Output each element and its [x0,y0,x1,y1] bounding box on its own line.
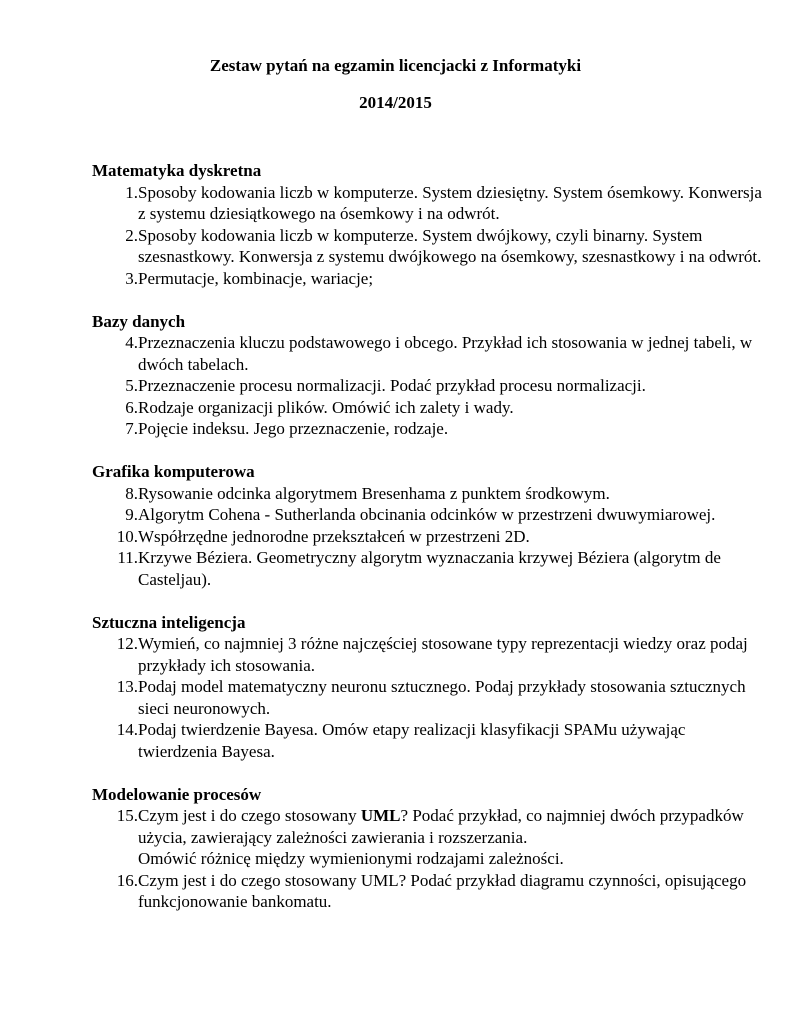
question-number: 12. [116,634,138,653]
question-item [92,375,767,397]
question-text: Współrzędne jednorodne przekształceń w przestrzeni 2D. [138,526,530,546]
question-text [138,805,767,870]
section-heading: Sztuczna inteligencja [92,612,246,632]
question-number: 5. [125,376,138,395]
question-item [92,225,767,268]
question-item [92,526,767,548]
question-item [92,182,767,225]
question-text: Podaj twierdzenie Bayesa. Omów etapy realizacji klasyfikacji SPAMu używając twierdzenia Bayesa. [138,720,686,761]
section-computer-graphics [92,461,767,590]
question-number: 6. [125,397,138,417]
question-list [92,483,767,591]
section-heading: Grafika komputerowa [92,462,255,481]
question-text: Sposoby kodowania liczb w komputerze. System dwójkowy, czyli binarny. System szesnastkowy. Konwersja z systemu dwójkowego na ósemkowy, szesnastkowy i na odwrót. [138,225,762,266]
question-text: Permutacje, kombinacje, wariacje; [138,268,374,288]
question-number: 8. [125,483,138,503]
question-item [92,418,767,440]
section-heading: Bazy danych [92,311,186,331]
question-item [92,483,767,505]
section-heading: Modelowanie procesów [92,784,262,804]
uml-term: UML [360,806,401,825]
question-number: 9. [125,505,138,524]
question-text: Algorytm Cohena - Sutherlanda obcinania odcinków w przestrzeni dwuwymiarowej. [138,505,716,524]
question-item [92,397,767,419]
question-item [92,547,767,590]
question-number: 15. [116,806,138,825]
question-text-extra: Omówić różnicę między wymienionymi rodzajami zależności. [138,849,564,868]
question-text: Podaj model matematyczny neuronu sztucznego. Podaj przykłady stosowania sztucznych sieci neuronowych. [138,677,746,718]
question-text: Czym jest i do czego stosowany UML? Podać przykład diagramu czynności, opisującego funkcjonowanie bankomatu. [138,870,747,911]
document-title: Zestaw pytań na egzamin licencjacki z Informatyki [209,56,582,75]
section-databases [92,311,767,440]
question-number: 10. [116,526,138,546]
question-number: 1. [125,182,138,202]
question-item [92,504,767,526]
question-number: 14. [116,720,138,739]
question-text-after: ? Podać przykład, co najmniej dwóch przypadków użycia, zawierający zależności zawierania i rozszerzania. [138,806,744,847]
question-text: Przeznaczenia kluczu podstawowego i obcego. Przykład ich stosowania w jednej tabeli, w dwóch tabelach. [138,333,753,374]
question-number: 13. [116,677,138,696]
question-text: Pojęcie indeksu. Jego przeznaczenie, rodzaje. [138,419,449,438]
question-content [92,160,767,934]
question-number: 7. [125,419,138,438]
question-item [92,633,767,676]
section-discrete-math [92,160,767,289]
question-item [92,870,767,913]
question-list [92,182,767,290]
question-number: 4. [125,333,138,352]
question-text: Przeznaczenie procesu normalizacji. Podać przykład procesu normalizacji. [138,376,646,395]
question-item [92,805,767,870]
section-heading: Matematyka dyskretna [92,161,262,180]
question-number: 2. [125,225,138,245]
question-list [92,633,767,762]
question-number: 16. [116,870,138,890]
question-item [92,676,767,719]
section-process-modeling [92,784,767,913]
question-item [92,719,767,762]
question-number: 3. [125,268,138,288]
section-artificial-intelligence [92,612,767,763]
question-list [92,332,767,440]
question-item [92,268,767,290]
question-text: Krzywe Béziera. Geometryczny algorytm wyznaczania krzywej Béziera (algorytm de Casteljau). [138,548,721,589]
question-text: Rodzaje organizacji plików. Omówić ich zalety i wady. [138,397,514,417]
document-year: 2014/2015 [359,93,432,112]
question-text: Rysowanie odcinka algorytmem Bresenhama z punktem środkowym. [138,483,610,503]
question-text-before: Czym jest i do czego stosowany [138,806,361,825]
question-list [92,805,767,913]
question-text: Wymień, co najmniej 3 różne najczęściej stosowane typy reprezentacji wiedzy oraz podaj przykłady ich stosowania. [138,634,748,675]
question-number: 11. [117,548,138,567]
question-item [92,332,767,375]
question-text: Sposoby kodowania liczb w komputerze. System dziesiętny. System ósemkowy. Konwersja z systemu dziesiątkowego na ósemkowy i na odwrót. [138,182,762,223]
